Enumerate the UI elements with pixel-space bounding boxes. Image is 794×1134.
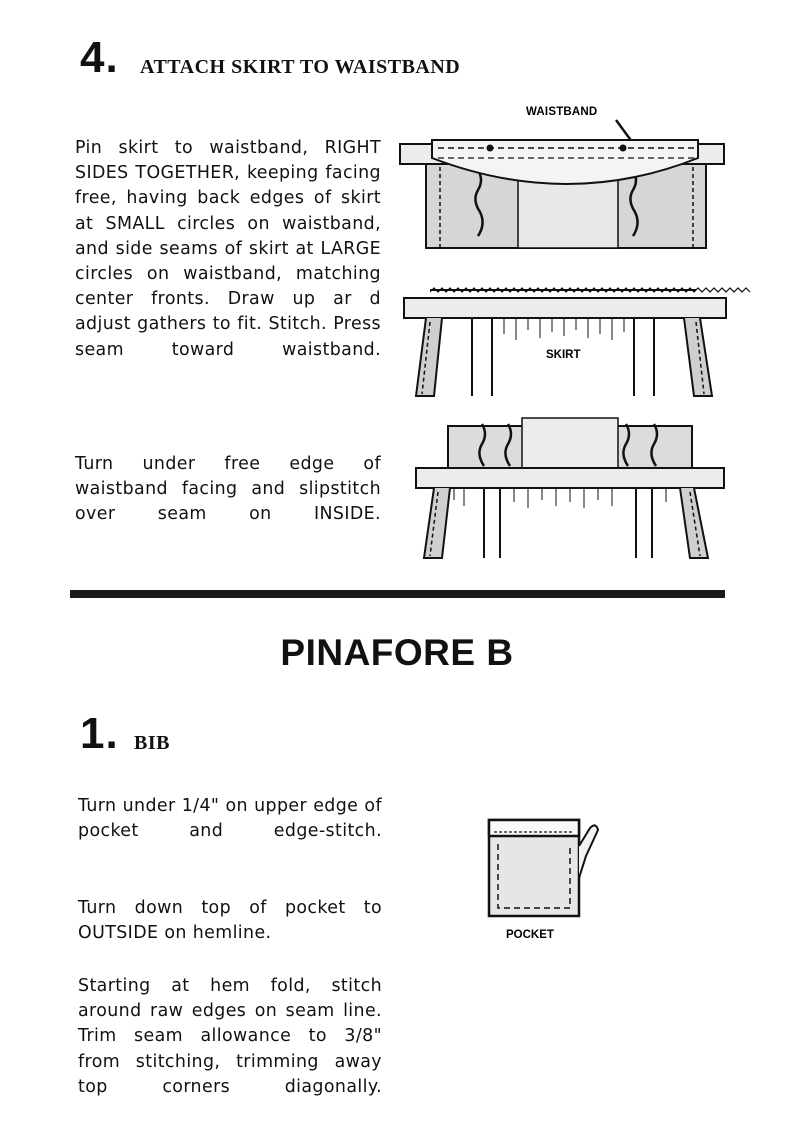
step-1-title: BIB <box>134 732 170 754</box>
section-divider <box>70 590 725 598</box>
waistband-label: WAISTBAND <box>526 106 598 118</box>
step-1-paragraph-1: Turn under 1/4" on upper edge of pocket and edge-stitch. <box>78 796 382 842</box>
step-4-number: 4. <box>80 33 119 82</box>
pocket-illustration <box>486 816 616 946</box>
step-4-title: ATTACH SKIRT TO WAISTBAND <box>140 56 461 78</box>
step-1-instructions-2 <box>78 896 382 946</box>
skirt-label: SKIRT <box>546 349 581 361</box>
step-1-paragraph-3: Starting at hem fold, stitch around raw edges on seam line. Trim seam allowance to 3/8" from stitching, trimming away top corners diagonally. <box>78 976 382 1097</box>
step-1-paragraph-2: Turn down top of pocket to OUTSIDE on hemline. <box>78 898 382 944</box>
step-1-instructions-1 <box>78 794 382 844</box>
step-4-paragraph-2: Turn under free edge of waistband facing and slipstitch over seam on INSIDE. <box>75 454 381 525</box>
step-1-instructions-3 <box>78 974 382 1100</box>
waistband-facing-illustration <box>404 412 728 562</box>
pocket-label: POCKET <box>506 929 554 941</box>
waistband-pinning-illustration <box>398 100 728 250</box>
skirt-gathered-illustration <box>404 282 728 400</box>
step-1-number: 1. <box>80 709 119 758</box>
section-title: PINAFORE B <box>280 632 514 673</box>
step-4-paragraph-1: Pin skirt to waistband, RIGHT SIDES TOGETHER, keeping facing free, having back edges of skirt at SMALL circles on waistband, and side seams of skirt at LARGE circles on waistband, matching center fronts. Draw up ar d adjust gathers to fit. Stitch. Press seam toward waistband. <box>75 138 381 360</box>
step-4-instructions <box>75 136 381 363</box>
step-4-instructions-2 <box>75 452 381 528</box>
